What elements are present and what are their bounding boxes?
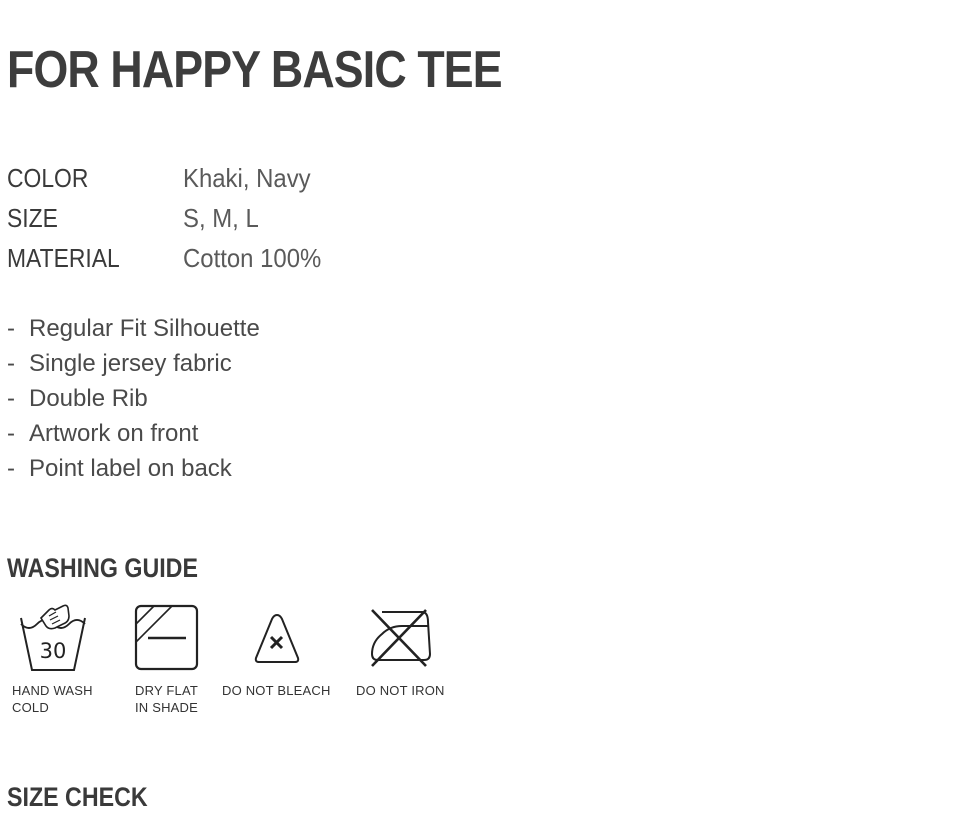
hand-wash-icon — [19, 604, 89, 681]
list-item — [7, 416, 260, 451]
feature-text: Double Rib — [29, 384, 148, 412]
feature-text: Point label on back — [29, 454, 232, 482]
spec-key: SIZE — [7, 202, 58, 233]
feature-text: Single jersey fabric — [29, 349, 232, 377]
feature-text: Regular Fit Silhouette — [29, 314, 260, 342]
spec-row-color — [7, 158, 333, 198]
spec-key: COLOR — [7, 162, 89, 193]
list-item — [7, 381, 260, 416]
spec-value: S, M, L — [183, 202, 259, 233]
spec-key: MATERIAL — [7, 242, 120, 273]
feature-text: Artwork on front — [29, 419, 199, 447]
size-check-title: SIZE CHECK — [7, 782, 148, 812]
spec-value: Cotton 100% — [183, 242, 322, 273]
spec-row-size — [7, 198, 333, 238]
do-not-iron-icon — [368, 608, 434, 673]
bullet-dash: - — [7, 454, 15, 482]
list-item — [7, 311, 260, 346]
list-item — [7, 346, 260, 381]
spec-value: Khaki, Navy — [183, 162, 311, 193]
care-label: DO NOT BLEACH — [222, 683, 331, 698]
care-label: HAND WASH COLD — [12, 683, 93, 715]
washing-guide-title: WASHING GUIDE — [7, 553, 198, 583]
svg-text:30: 30 — [39, 639, 67, 663]
care-label: DO NOT IRON — [356, 683, 445, 698]
bullet-dash: - — [7, 384, 15, 412]
product-title: FOR HAPPY BASIC TEE — [7, 41, 502, 99]
spec-row-material — [7, 238, 333, 278]
care-label: DRY FLAT IN SHADE — [135, 683, 199, 715]
bullet-dash: - — [7, 419, 15, 447]
do-not-bleach-icon — [253, 612, 301, 671]
dry-flat-in-shade-icon — [134, 604, 200, 677]
spec-table — [7, 158, 333, 278]
feature-list — [7, 311, 260, 486]
list-item — [7, 451, 260, 486]
bullet-dash: - — [7, 349, 15, 377]
bullet-dash: - — [7, 314, 15, 342]
